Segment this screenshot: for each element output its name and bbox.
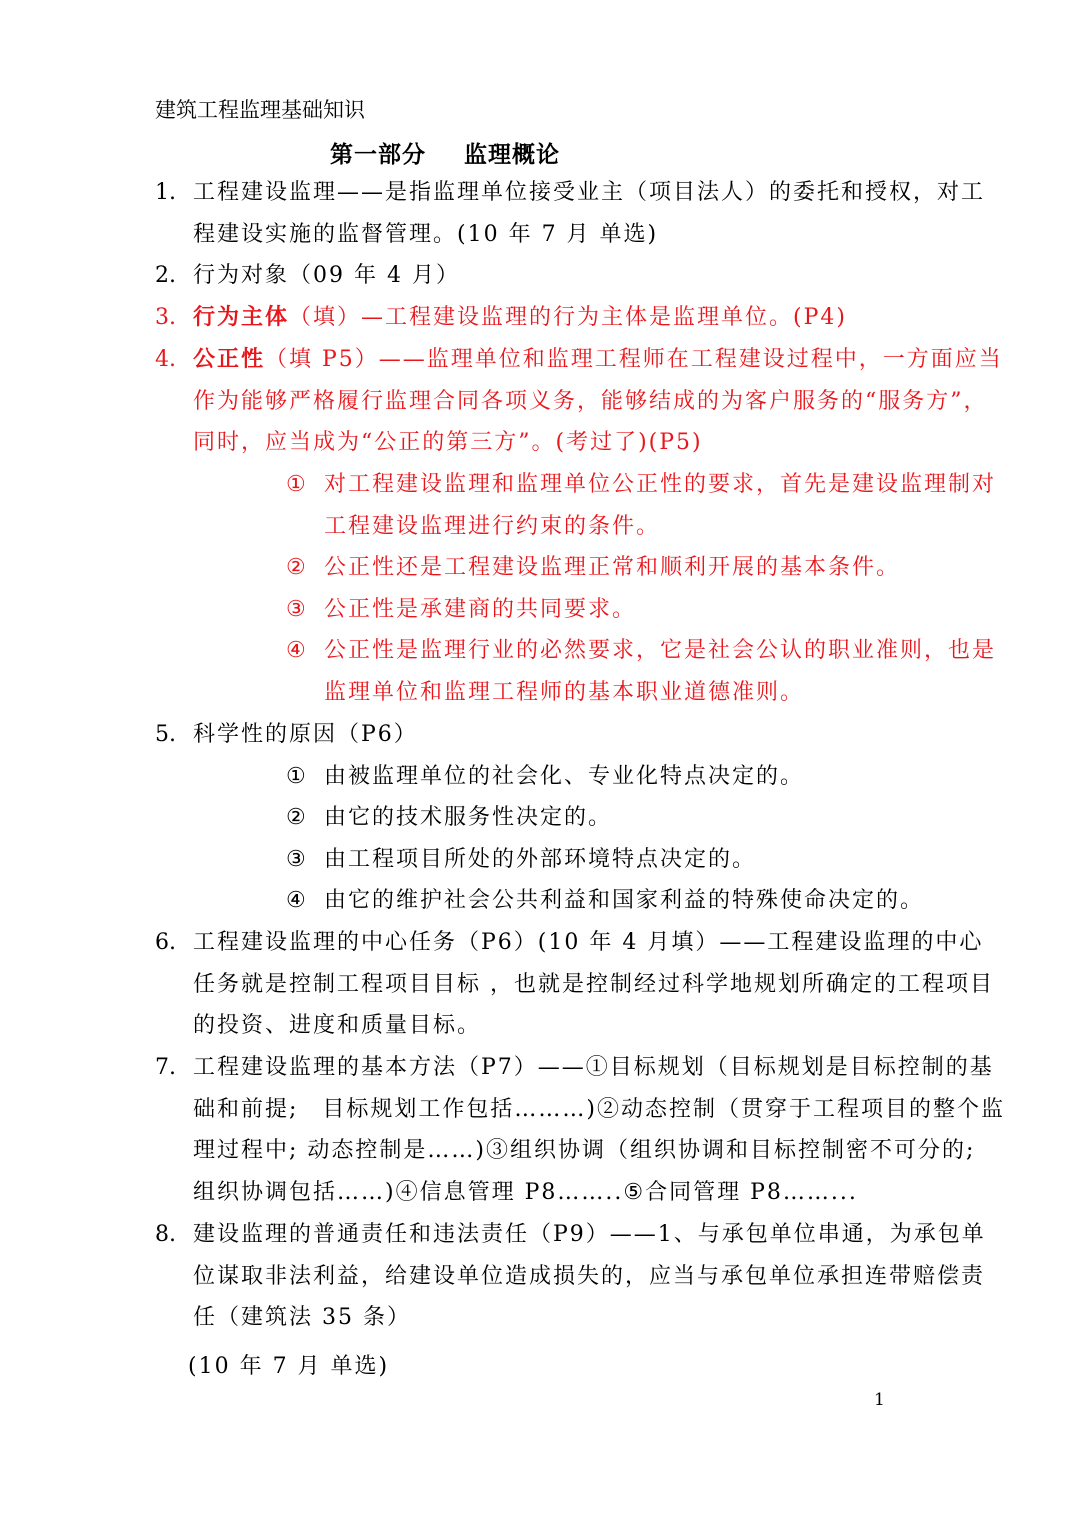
item-text: 科学性的原因（P6） [193,722,418,747]
point-text: 公正性是监理行业的必然要求，它是社会公认的职业准则，也是监理单位和监理工程师的基本职业道德准则。 [324,638,997,705]
list-item-5 [155,714,1005,756]
point-text: 对工程建设监理和监理单位公正性的要求，首先是建设监理制对工程建设监理进行约束的条件。 [324,472,997,539]
point-marker: ① [286,764,306,789]
list-item-2 [155,255,1005,297]
item-number: 1. [155,180,176,205]
part-title-right: 监理概论 [464,141,560,168]
fairness-point-3 [286,589,1006,631]
fairness-point-1 [286,464,1006,547]
point-marker: ③ [286,847,306,872]
point-text: 由它的技术服务性决定的。 [324,805,613,830]
item-number: 7. [155,1055,176,1080]
point-text: 公正性是承建商的共同要求。 [324,597,637,622]
list-item-3 [155,297,1005,339]
point-marker: ② [286,555,306,580]
item-text-rest: （填）—工程建设监理的行为主体是监理单位。(P4) [289,305,847,330]
item-number: 8. [155,1222,176,1247]
point-text: 公正性还是工程建设监理正常和顺利开展的基本条件。 [324,555,901,580]
part-title [330,136,560,169]
list-item-6 [155,922,1005,1047]
fairness-point-4 [286,630,1006,713]
document-header: 建筑工程监理基础知识 [155,98,365,122]
science-point-1 [286,756,1006,798]
point-marker: ② [286,805,306,830]
item-text: 工程建设监理——是指监理单位接受业主（项目法人）的委托和授权，对工程建设实施的监督管理。(10 年 7 月 单选) [193,180,986,247]
list-item-1 [155,172,1005,255]
item-number: 5. [155,722,176,747]
page-number: 1 [874,1390,885,1410]
item-number: 6. [155,930,176,955]
science-point-2 [286,797,1006,839]
item-text: 工程建设监理的中心任务（P6）(10 年 4 月填）——工程建设监理的中心任务就是控制工程项目目标 ，也就是控制经过科学地规划所确定的工程项目的投资、进度和质量目标。 [193,930,994,1039]
point-marker: ① [286,472,306,497]
part-title-left: 第一部分 [330,141,426,168]
item-text: 建设监理的普通责任和违法责任（P9）——1、与承包单位串通，为承包单位谋取非法利益，给建设单位造成损失的，应当与承包单位承担连带赔偿责任（建筑法 35 条） [193,1222,986,1331]
item-number: 4. [155,347,176,372]
science-point-3 [286,839,1006,881]
point-text: 由它的维护社会公共利益和国家利益的特殊使命决定的。 [324,888,925,913]
item-number: 2. [155,263,176,288]
list-item-7 [155,1047,1005,1213]
fairness-point-2 [286,547,1006,589]
item-text-rest: （填 P5）——监理单位和监理工程师在工程建设过程中，一方面应当作为能够严格履行监理合同各项义务，能够结成的为客户服务的“服务方”，同时，应当成为“公正的第三方”。(考过了)(P5) [193,347,1003,456]
list-item-8 [155,1214,1005,1339]
item-number: 3. [155,305,176,330]
point-text: 由被监理单位的社会化、专业化特点决定的。 [324,764,805,789]
item-text: 工程建设监理的基本方法（P7）——①目标规划（目标规划是目标控制的基础和前提; 目标规划工作包括………)②动态控制（贯穿于工程项目的整个监理过程中; 动态控制是……)③组织协调（组织协调和目标控制密不可分的; 组织协调包括……)④信息管理 P8……..⑤合同管理 P8……... [193,1055,1005,1205]
item-term: 行为主体 [193,304,290,330]
item-term: 公正性 [193,346,266,372]
point-marker: ④ [286,888,306,913]
item-text: 行为对象（09 年 4 月） [193,263,460,288]
point-marker: ③ [286,597,306,622]
point-text: 由工程项目所处的外部环境特点决定的。 [324,847,757,872]
point-marker: ④ [286,638,306,663]
item-text [193,297,1005,339]
list-item-4 [155,339,1005,464]
science-point-4 [286,880,1006,922]
item-text [193,339,1005,464]
trailing-note: (10 年 7 月 单选) [188,1354,390,1379]
